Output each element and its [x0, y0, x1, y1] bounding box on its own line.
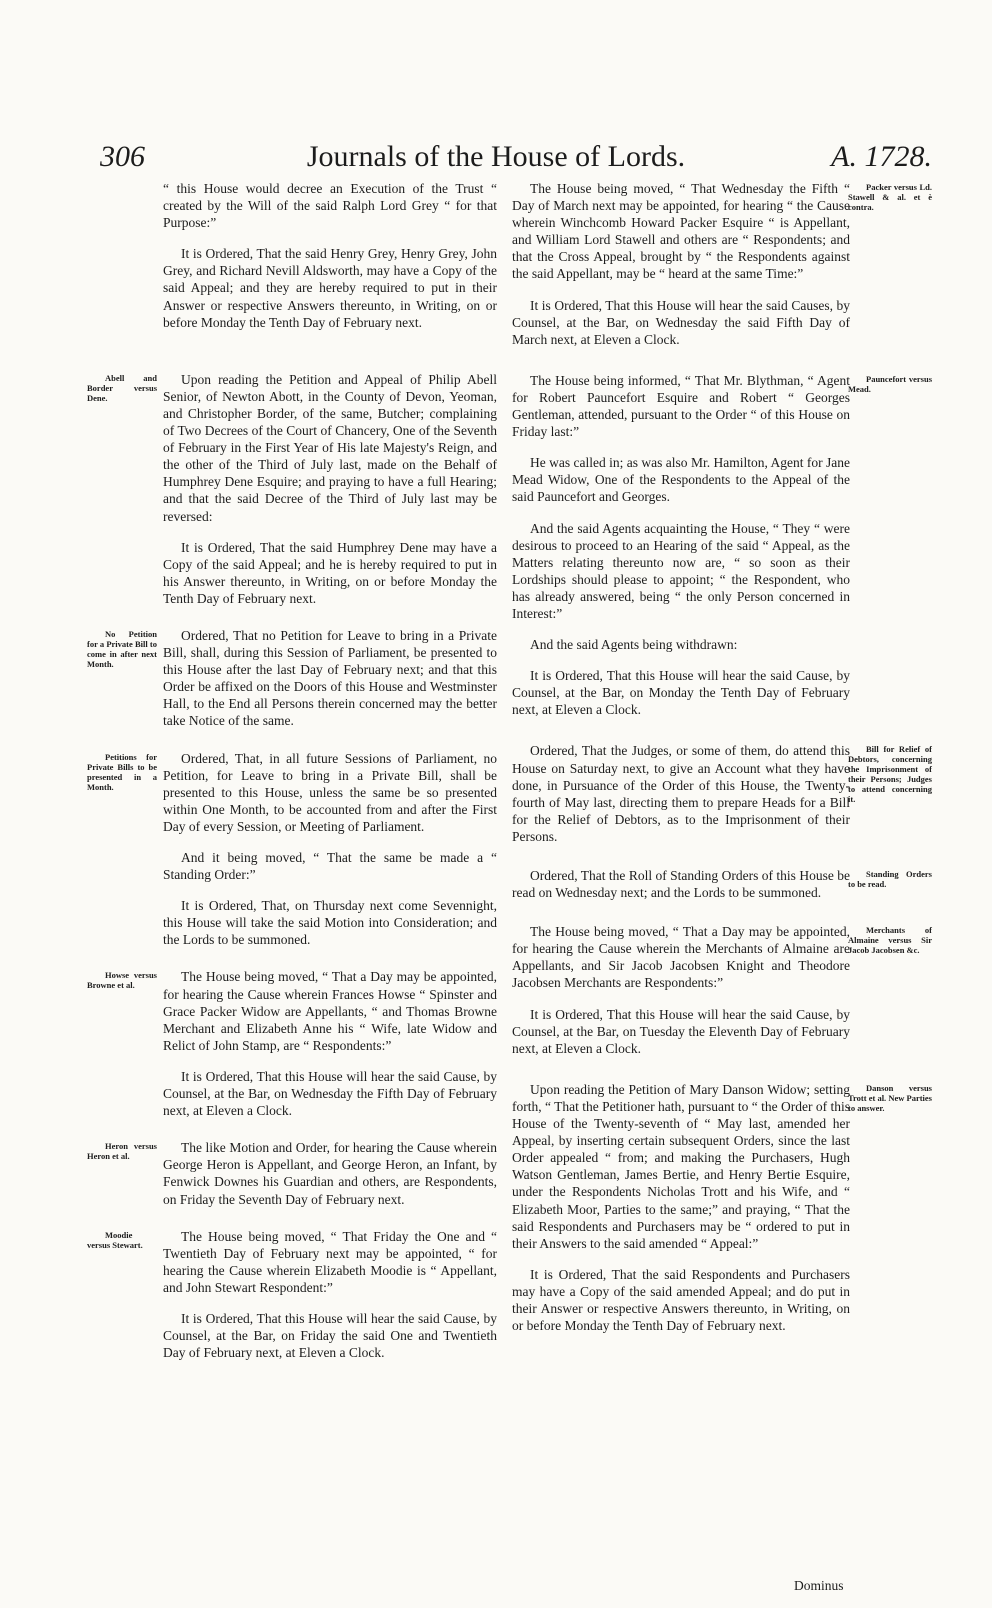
paragraph — [512, 297, 850, 348]
margin-note: Standing Orders to be read. — [848, 869, 932, 889]
paragraph — [512, 1266, 850, 1334]
paragraph-text: Upon reading the Petition and Appeal of Philip Abell Senior, of Newton Abott, in the County of Devon, Yeoman, and Christopher Border, of the same, Butcher; complaining of Two Decrees of the Court of Chancery, One of the Seventh of February in the First Year of His late Majesty's Reign, and the other of the Third of July last, made on the Behalf of Humphrey Dene Esquire; and praying to have a full Hearing; and that the said Decree of the Third of July last may be reversed: — [163, 371, 497, 524]
paragraph — [512, 667, 850, 718]
paragraph — [512, 180, 932, 283]
paragraph — [163, 897, 497, 948]
paragraph — [87, 627, 497, 730]
paragraph-text: The House being informed, “ That Mr. Blythman, “ Agent for Robert Pauncefort Esquire and Robert “ Georges Gentleman, attended, pursuant to the Order “ of this House on Friday last:” — [512, 372, 850, 440]
paragraph-text: The House being moved, “ That Wednesday the Fifth “ Day of March next may be appointed, for hearing “ the Cause wherein Winchcomb Howard Packer Esquire “ is Appellant, and William Lord Stawell and others are “ Respondents; and that the Cross Appeal, brought by “ the Respondents against the said Appellant, may be “ heard at the same Time:” — [512, 181, 850, 282]
paragraph-text: And the said Agents acquainting the House, “ They “ were desirous to proceed to an Hearing of the said “ Appeal, as the Matters relating thereunto now are, “ so soon as their Lordships should please to appoint; “ the Respondent, who has already answered, being “ the only Person concerned in Interest:” — [512, 520, 850, 621]
paragraph — [512, 454, 850, 505]
paragraph-text: The House being moved, “ That a Day may be appointed, for hearing the Cause wherein the Merchants of Almaine are Appellants, and Sir Jacob Jacobsen Knight and Theodore Jacobsen Merchants are Respondents:” — [512, 924, 850, 991]
paragraph-text: He was called in; as was also Mr. Hamilton, Agent for Jane Mead Widow, One of the Respondents to the Appeal of the said Pauncefort and Georges. — [512, 455, 850, 505]
margin-note: Merchants of Almaine versus Sir Jacob Jacobsen &c. — [848, 925, 932, 956]
paragraph-text: The House being moved, “ That Friday the One and “ Twentieth Day of February next may be appointed, “ for hearing the Cause wherein Elizabeth Moodie is “ Appellant, and John Stewart Respondent:” — [163, 1228, 497, 1295]
paragraph-text: “ this House would decree an Execution of the Trust “ created by the Will of the said Ralph Lord Grey “ for that Purpose:” — [163, 181, 497, 231]
margin-note: Packer versus Ld. Stawell & al. et è contra. — [848, 182, 932, 212]
margin-note: Petitions for Private Bills to be presented in a Month. — [87, 751, 157, 792]
paragraph-text: And it being moved, “ That the same be made a “ Standing Order:” — [163, 850, 497, 883]
paragraph — [87, 750, 497, 835]
margin-note: Heron versus Heron et al. — [87, 1141, 157, 1162]
page-number: 306 — [100, 140, 145, 173]
paragraph — [512, 867, 932, 901]
paragraph-text: The House being moved, “ That a Day may be appointed, for hearing the Cause wherein Frances Howse “ Spinster and Grace Packer Widow are Appellants, “ and Thomas Browne Merchant and Elizabeth Anne his “ Wife, late Widow and Relict of John Stamp, are “ Respondents:” — [163, 969, 497, 1053]
paragraph-text: It is Ordered, That this House will hear the said Cause, by Counsel, at the Bar, on Friday the said One and Twentieth Day of February next, at Eleven a Clock. — [163, 1310, 497, 1361]
margin-note: Danson versus Trott et al. New Parties to answer. — [848, 1082, 932, 1113]
paragraph — [163, 539, 497, 607]
paragraph — [87, 968, 497, 1053]
paragraph-text: It is Ordered, That this House will hear the said Causes, by Counsel, at the Bar, on Wednesday the said Fifth Day of March next, at Eleven a Clock. — [512, 297, 850, 347]
paragraph-text: Ordered, That, in all future Sessions of Parliament, no Petition, for Leave to bring in a Private Bill, shall be presented to this House, unless the same be so presented within One Month, to be accounted from and after the First Day of every Session, or Meeting of Parliament. — [163, 750, 497, 834]
paragraph — [87, 371, 497, 525]
paragraph-text: It is Ordered, That the said Henry Grey, Henry Grey, John Grey, and Richard Nevill Aldsworth, may have a Copy of the said Appeal; and they are hereby required to put in their Answer or respective Answers thereunto, in Writing, on or before Monday the Tenth Day of February next. — [163, 246, 497, 330]
paragraph-text: The like Motion and Order, for hearing the Cause wherein George Heron is Appellant, and George Heron, an Infant, by Fenwick Downes his Guardian and others, are Respondents, on Friday the Seventh Day of February next. — [163, 1140, 497, 1207]
paragraph-text: Ordered, That the Roll of Standing Orders of this House be read on Wednesday next; and the Lords to be summoned. — [512, 868, 850, 901]
paragraph — [87, 1228, 497, 1296]
paragraph — [163, 1310, 497, 1361]
paragraph — [512, 636, 850, 653]
paragraph — [512, 923, 932, 991]
paragraph — [87, 1139, 497, 1207]
paragraph — [163, 1068, 497, 1119]
margin-note: No Petition for a Private Bill to come in after next Month. — [87, 628, 157, 669]
paragraph-text: It is Ordered, That the said Respondents and Purchasers may have a Copy of the said amended Appeal; and do put in their Answer or respective Answers thereunto, in Writing, on or before Monday the Tenth Day of February next. — [512, 1266, 850, 1334]
left-column — [87, 180, 497, 1375]
paragraph-text: It is Ordered, That this House will hear the said Cause, by Counsel, at the Bar, on Wednesday the Fifth Day of February next, at Eleven a Clock. — [163, 1068, 497, 1119]
page-title: Journals of the House of Lords. — [306, 140, 686, 173]
paragraph — [512, 1006, 850, 1057]
margin-note: Howse versus Browne et al. — [87, 970, 157, 991]
paragraph-text: It is Ordered, That this House will hear the said Cause, by Counsel, at the Bar, on Monday the Tenth Day of February next, at Eleven a Clock. — [512, 668, 850, 718]
catchword: Dominus — [794, 1578, 844, 1593]
paragraph — [512, 520, 850, 623]
paragraph-text: Ordered, That the Judges, or some of them, do attend this House on Saturday next, to give an Account what they have done, in Pursuance of the Order of this House, the Twenty-fourth of May last, directing them to prepare Heads for a Bill for the Relief of Debtors, as to the Imprisonment of their Persons. — [512, 743, 850, 844]
paragraph — [512, 372, 932, 440]
paragraph — [512, 1081, 932, 1252]
right-column — [512, 180, 932, 1348]
paragraph-text: It is Ordered, That the said Humphrey Dene may have a Copy of the said Appeal; and he is hereby required to put in his Answer thereunto, in Writing, on or before Monday the Tenth Day of February next. — [163, 539, 497, 606]
paragraph-text: And the said Agents being withdrawn: — [530, 637, 738, 653]
margin-note: Pauncefort versus Mead. — [848, 373, 932, 394]
page-year: A. 1728. — [831, 140, 932, 173]
margin-note: Abell and Border versus Dene. — [87, 372, 157, 403]
margin-note: Bill for Relief of Debtors, concerning the Imprisonment of their Persons; Judges to attend concerning it. — [848, 744, 932, 805]
paragraph — [163, 849, 497, 883]
paragraph-text: Ordered, That no Petition for Leave to bring in a Private Bill, shall, during this Session of Parliament, be presented to this House after the last Day of February next; and that this Order be affixed on the Doors of this House and Westminster Hall, to the End all Persons therein concerned may the better take Notice of the same. — [163, 627, 497, 729]
page-header — [0, 140, 992, 180]
paragraph-text: Upon reading the Petition of Mary Danson Widow; setting forth, “ That the Petitioner hath, pursuant to “ the Order of this House of the Twenty-seventh of “ May last, amended her Appeal, by inserting certain subsequent Orders, since the last Order appealed “ from; and making the Purchasers, Hugh Watson Gentleman, James Bertie, and Henry Bertie Esquire, under the Respondents Nicholas Trott and his Wife, and “ Elizabeth Moor, Parties to the same;” and praying, “ That the said Respondents and Purchasers may be “ ordered to put in their Answers to the said amended “ Appeal:” — [512, 1081, 850, 1251]
paragraph — [163, 245, 497, 330]
paragraph — [512, 742, 932, 845]
paragraph — [163, 180, 497, 231]
margin-note: Moodie versus Stewart. — [87, 1229, 143, 1250]
paragraph-text: It is Ordered, That this House will hear the said Cause, by Counsel, at the Bar, on Tuesday the Eleventh Day of February next, at Eleven a Clock. — [512, 1006, 850, 1056]
paragraph-text: It is Ordered, That, on Thursday next come Sevennight, this House will take the said Motion into Consideration; and the Lords to be summoned. — [163, 898, 497, 948]
